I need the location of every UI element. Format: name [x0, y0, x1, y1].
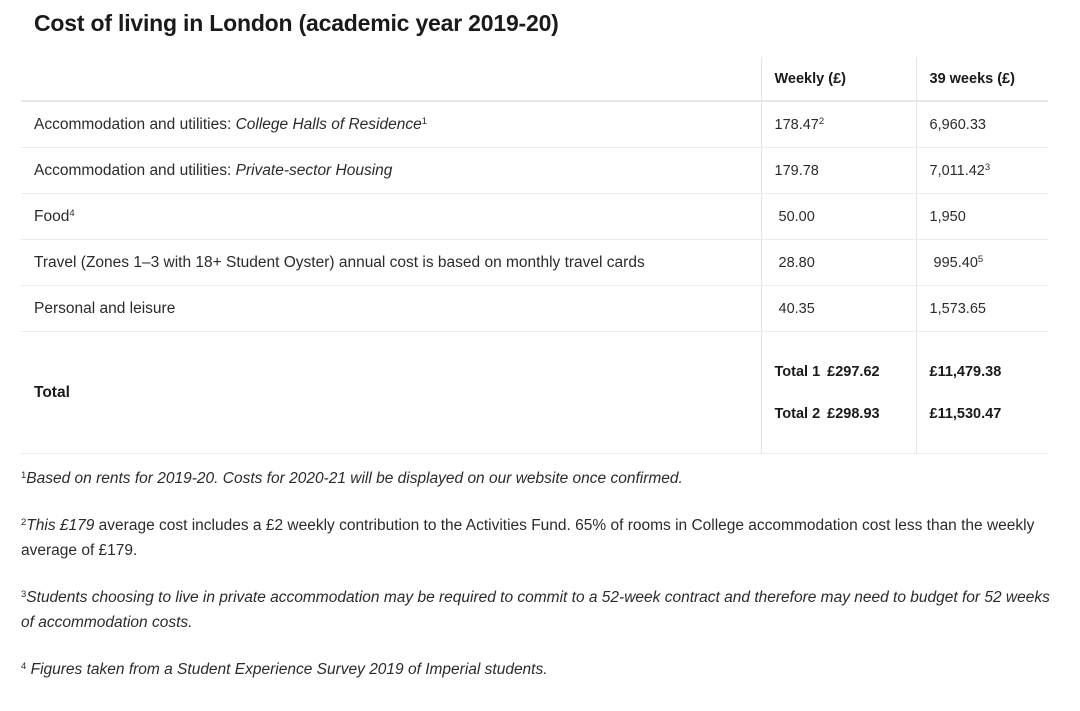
row-label-text: Travel (Zones 1–3 with 18+ Student Oyster) annual cost is based on monthly travel cards: [34, 253, 645, 271]
table-row: [21, 240, 1048, 286]
weeks39-cell: [916, 101, 1048, 148]
row-label: [21, 194, 761, 240]
weeks39-value: 6,960.33: [929, 116, 986, 133]
footnote-text: average cost includes a £2 weekly contribution to the Activities Fund. 65% of rooms in College accommodation cost less than the weekly average of £179.: [21, 517, 1035, 559]
total-weekly-cell: [761, 332, 916, 454]
column-header-39-weeks: 39 weeks (£): [916, 57, 1048, 101]
weeks39-cell: [916, 194, 1048, 240]
column-header-item: [21, 57, 761, 101]
weeks39-cell: [916, 286, 1048, 332]
footnote-text: This £179: [26, 517, 95, 534]
footnotes: [21, 466, 1051, 682]
weekly-cell: [761, 240, 916, 286]
total-weekly-value: £298.93: [827, 405, 880, 422]
cost-of-living-table: [21, 57, 1048, 454]
row-label-italic: Private-sector Housing: [235, 161, 393, 179]
footnote-number: 4: [21, 661, 27, 672]
weekly-cell: [761, 194, 916, 240]
table-row: [21, 194, 1048, 240]
weekly-value: 178.47: [774, 116, 819, 133]
row-label: [21, 286, 761, 332]
row-label: [21, 101, 761, 148]
footnote-ref: 3: [984, 161, 991, 173]
total-39-weeks-value: £11,530.47: [929, 405, 1002, 422]
weekly-cell: [761, 286, 916, 332]
footnote-ref: 1: [421, 115, 428, 127]
total-name: Total 2: [774, 405, 821, 422]
footnote: [21, 585, 1051, 635]
weeks39-cell: [916, 240, 1048, 286]
total-39-weeks-cell: [916, 332, 1048, 454]
weekly-cell: [761, 101, 916, 148]
column-header-weekly: Weekly (£): [761, 57, 916, 101]
footnote-ref: 2: [818, 115, 825, 127]
row-label-text: Food: [34, 207, 70, 225]
row-label-text: Accommodation and utilities:: [34, 161, 236, 179]
footnote-number: 1: [21, 470, 27, 481]
total-weekly-line: [775, 406, 916, 422]
row-label-italic: College Halls of Residence: [235, 115, 422, 133]
total-weekly-line: [775, 364, 916, 380]
table-row: [21, 286, 1048, 332]
weeks39-value: 1,950: [929, 208, 966, 225]
weekly-value: 28.80: [774, 254, 815, 271]
footnote-number: 3: [21, 589, 27, 600]
row-label-text: Accommodation and utilities:: [34, 115, 236, 133]
weeks39-value: 7,011.42: [929, 162, 985, 179]
weeks39-value: 1,573.65: [929, 300, 986, 317]
row-label: [21, 240, 761, 286]
row-label: [21, 148, 761, 194]
footnote: [21, 466, 1051, 491]
footnote-ref: 4: [69, 207, 75, 219]
footnote-ref: 5: [977, 253, 984, 265]
footnote-text: Figures taken from a Student Experience Survey 2019 of Imperial students.: [26, 661, 548, 678]
weeks39-cell: [916, 148, 1048, 194]
total-label: Total: [21, 332, 761, 454]
footnote-text: Students choosing to live in private accommodation may be required to commit to a 52-week contract and therefore may need to budget for 52 weeks of accommodation costs.: [21, 589, 1050, 631]
page-title: Cost of living in London (academic year 2019-20): [34, 10, 559, 36]
table-row: [21, 101, 1048, 148]
weekly-value: 40.35: [774, 300, 815, 317]
weekly-value: 179.78: [774, 162, 819, 179]
weekly-cell: [761, 148, 916, 194]
footnote: [21, 513, 1051, 563]
weekly-value: 50.00: [774, 208, 815, 225]
table-header-row: [21, 57, 1048, 101]
total-weekly-value: £297.62: [827, 363, 880, 380]
footnote-number: 2: [21, 517, 27, 528]
total-39-weeks-value: £11,479.38: [929, 363, 1002, 380]
row-label-text: Personal and leisure: [34, 299, 176, 317]
total-name: Total 1: [774, 363, 821, 380]
weeks39-value: 995.40: [929, 254, 978, 271]
footnote-text: Based on rents for 2019-20. Costs for 2020-21 will be displayed on our website once confirmed.: [26, 470, 683, 487]
total-row: [21, 332, 1048, 454]
table-row: [21, 148, 1048, 194]
footnote: [21, 657, 1051, 682]
